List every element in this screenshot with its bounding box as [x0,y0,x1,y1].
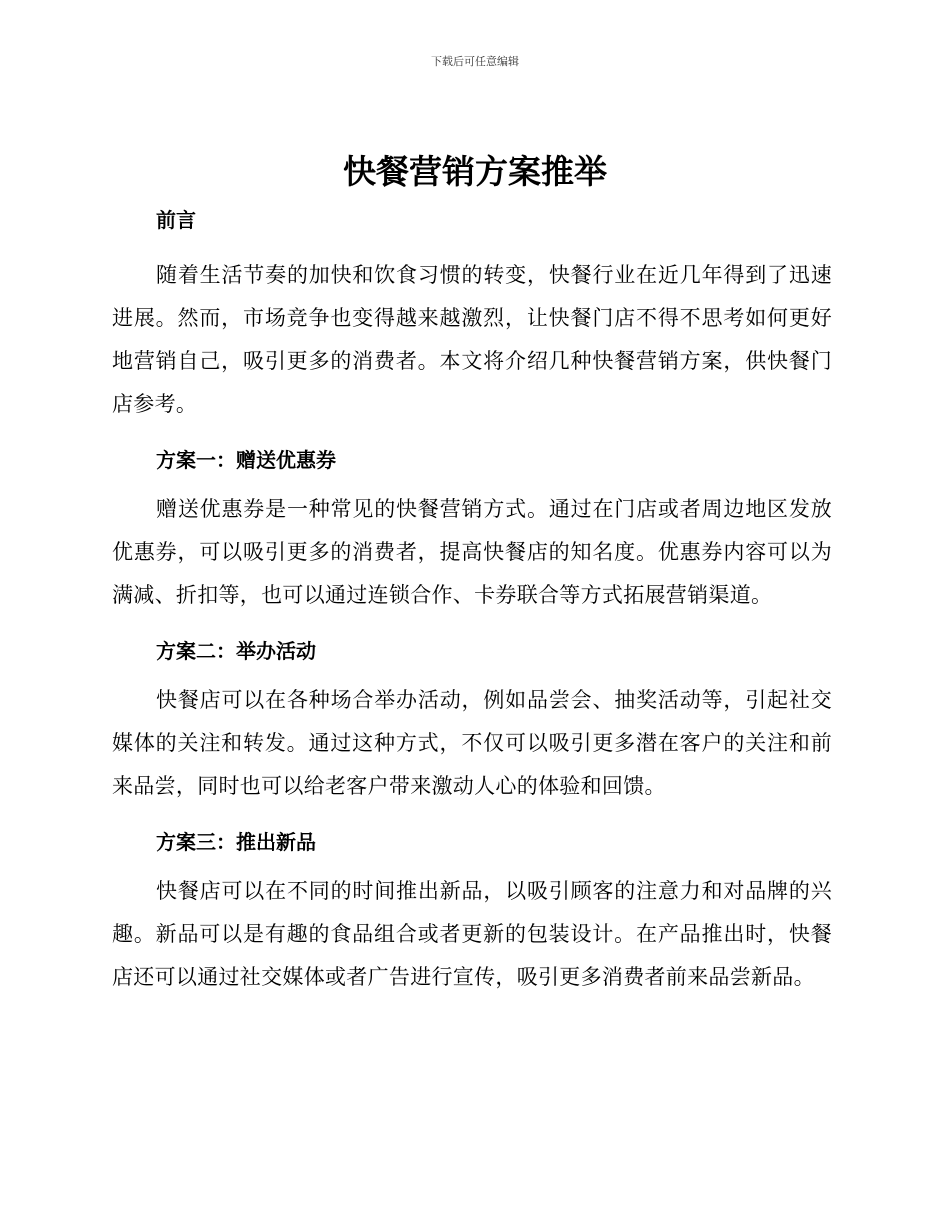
document-body [112,200,832,1013]
section-heading-new-products: 方案三：推出新品 [156,830,316,854]
section-heading-coupons: 方案一：赠送优惠券 [156,448,336,472]
document-title: 快餐营销方案推举 [343,152,607,191]
section-paragraph-coupons: 赠送优惠券是一种常见的快餐营销方式。通过在门店或者周边地区发放优惠券，可以吸引更多的消费者，提高快餐店的知名度。优惠券内容可以为满减、折扣等，也可以通过连锁合作、卡券联合等方式拓展营销渠道。 [112,497,832,607]
preface-heading: 前言 [156,208,196,232]
section-paragraph-new-products: 快餐店可以在不同的时间推出新品，以吸引顾客的注意力和对品牌的兴趣。新品可以是有趣的食品组合或者更新的包装设计。在产品推出时，快餐店还可以通过社交媒体或者广告进行宣传，吸引更多消费者前来品尝新品。 [112,879,832,989]
section-heading-events: 方案二：举办活动 [156,639,316,663]
preface-paragraph: 随着生活节奏的加快和饮食习惯的转变，快餐行业在近几年得到了迅速进展。然而，市场竞争也变得越来越激烈，让快餐门店不得不思考如何更好地营销自己，吸引更多的消费者。本文将介绍几种快餐营销方案，供快餐门店参考。 [112,263,832,416]
section-paragraph-events: 快餐店可以在各种场合举办活动，例如品尝会、抽奖活动等，引起社交媒体的关注和转发。通过这种方式，不仅可以吸引更多潜在客户的关注和前来品尝，同时也可以给老客户带来激动人心的体验和回馈。 [112,688,832,798]
header-note: 下载后可任意编辑 [431,55,519,68]
